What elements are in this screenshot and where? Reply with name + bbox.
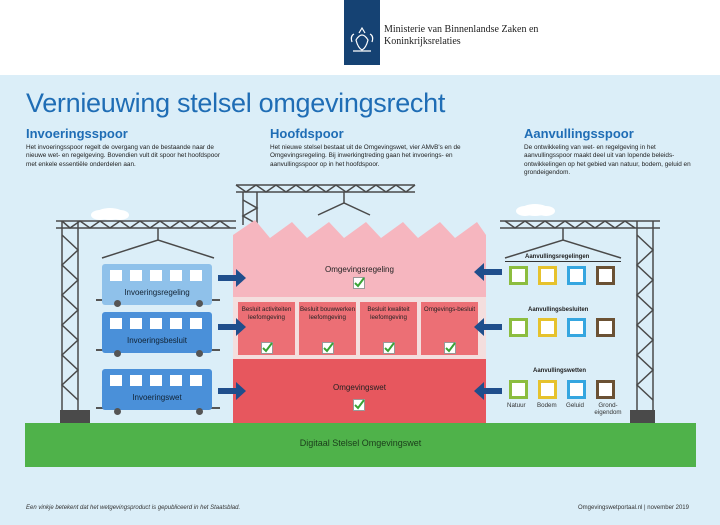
aanvulling-row-heading: Aanvullingsregelingen — [525, 254, 590, 260]
amvb-label: Besluit kwaliteit leefomgeving — [367, 306, 410, 321]
invoeringsbesluit-train — [102, 312, 212, 353]
amvb-label: Omgevings-besluit — [423, 306, 476, 313]
arrow-right-icon — [218, 318, 248, 336]
column-text-aanvulling: De ontwikkeling van wet- en regelgeving in het aanvullingsspoor maakt deel uit van lopende beleids-ontwikkelingen op het gebied van natuur, bodem, geluid en grondeigendom. — [524, 144, 691, 177]
omgevingswet-label: Omgevingswet — [333, 383, 386, 392]
aanvulling-item-label: Geluid — [566, 402, 584, 409]
amvb-ob — [421, 302, 478, 355]
aanvulling-row-heading: Aanvullingsbesluiten — [528, 307, 589, 313]
divider — [505, 261, 621, 262]
aanvulling-row-heading: Aanvullingswetten — [533, 368, 587, 374]
natuur-swatch — [509, 380, 528, 399]
check-icon — [383, 342, 395, 354]
dso-ground — [25, 423, 696, 467]
check-icon — [444, 342, 456, 354]
footnote: Een vinkje betekent dat het wetgevingsproduct is gepubliceerd in het Staatsblad. — [26, 505, 241, 511]
column-heading-hoofd: Hoofdspoor — [270, 126, 344, 141]
omgevingsregeling-block — [233, 257, 486, 297]
arrow-left-icon — [472, 318, 502, 336]
geluid-swatch — [567, 266, 586, 285]
source-credit: Omgevingswetportaal.nl | november 2019 — [578, 505, 689, 511]
check-icon — [353, 277, 365, 289]
column-heading-invoering: Invoeringsspoor — [26, 126, 128, 141]
grondeigendom-swatch — [596, 266, 615, 285]
arrow-right-icon — [218, 269, 248, 287]
center-gantry — [236, 185, 415, 225]
arrow-left-icon — [472, 263, 502, 281]
omgevingsregeling-label: Omgevingsregeling — [325, 265, 394, 274]
aanvulling-item-label: Grond-eigendom — [594, 402, 622, 416]
check-icon — [261, 342, 273, 354]
page-title: Vernieuwing stelsel omgevingsrecht — [26, 88, 446, 118]
header — [0, 0, 720, 75]
train-label: Invoeringsregeling — [124, 288, 190, 297]
government-logo — [344, 0, 380, 65]
dso-label: Digitaal Stelsel Omgevingswet — [299, 438, 422, 448]
bodem-swatch — [538, 380, 557, 399]
amvb-label: Besluit activiteiten leefomgeving — [241, 306, 292, 321]
amvb-bbl — [299, 302, 356, 355]
natuur-swatch — [509, 266, 528, 285]
invoeringswet-train — [102, 369, 212, 410]
ministry-name: Ministerie van Binnenlandse Zaken en Koninkrijksrelaties — [384, 24, 539, 47]
column-text-hoofd: Het nieuwe stelsel bestaat uit de Omgevingswet, vier AMvB's en de Omgevingsregeling. Bij inwerkingtreding gaan het invoerings- en aanvullingsspoor op in het hoofdspoor. — [270, 144, 461, 168]
arrow-left-icon — [472, 382, 502, 400]
natuur-swatch — [509, 318, 528, 337]
geluid-swatch — [567, 318, 586, 337]
arrow-right-icon — [218, 382, 248, 400]
amvb-label: Besluit bouwwerken leefomgeving — [299, 306, 356, 321]
train-label: Invoeringswet — [132, 393, 182, 402]
amvb-bkl — [360, 302, 417, 355]
column-text-invoering: Het invoeringsspoor regelt de overgang van de bestaande naar de nieuwe wet- en regelgeving. Bovendien vult dit spoor het hoofdspoor met enkele essentiële onderdelen aan. — [26, 144, 220, 168]
geluid-swatch — [567, 380, 586, 399]
building-roof — [233, 220, 486, 257]
grondeigendom-swatch — [596, 318, 615, 337]
check-icon — [322, 342, 334, 354]
train-label: Invoeringsbesluit — [126, 336, 188, 345]
omgevingswet-block — [233, 359, 486, 423]
grondeigendom-swatch — [596, 380, 615, 399]
bodem-swatch — [538, 266, 557, 285]
bodem-swatch — [538, 318, 557, 337]
aanvulling-item-label: Natuur — [507, 402, 526, 409]
invoeringsregeling-train — [102, 264, 212, 305]
aanvulling-item-label: Bodem — [537, 402, 557, 409]
check-icon — [353, 399, 365, 411]
column-heading-aanvulling: Aanvullingsspoor — [524, 126, 634, 141]
